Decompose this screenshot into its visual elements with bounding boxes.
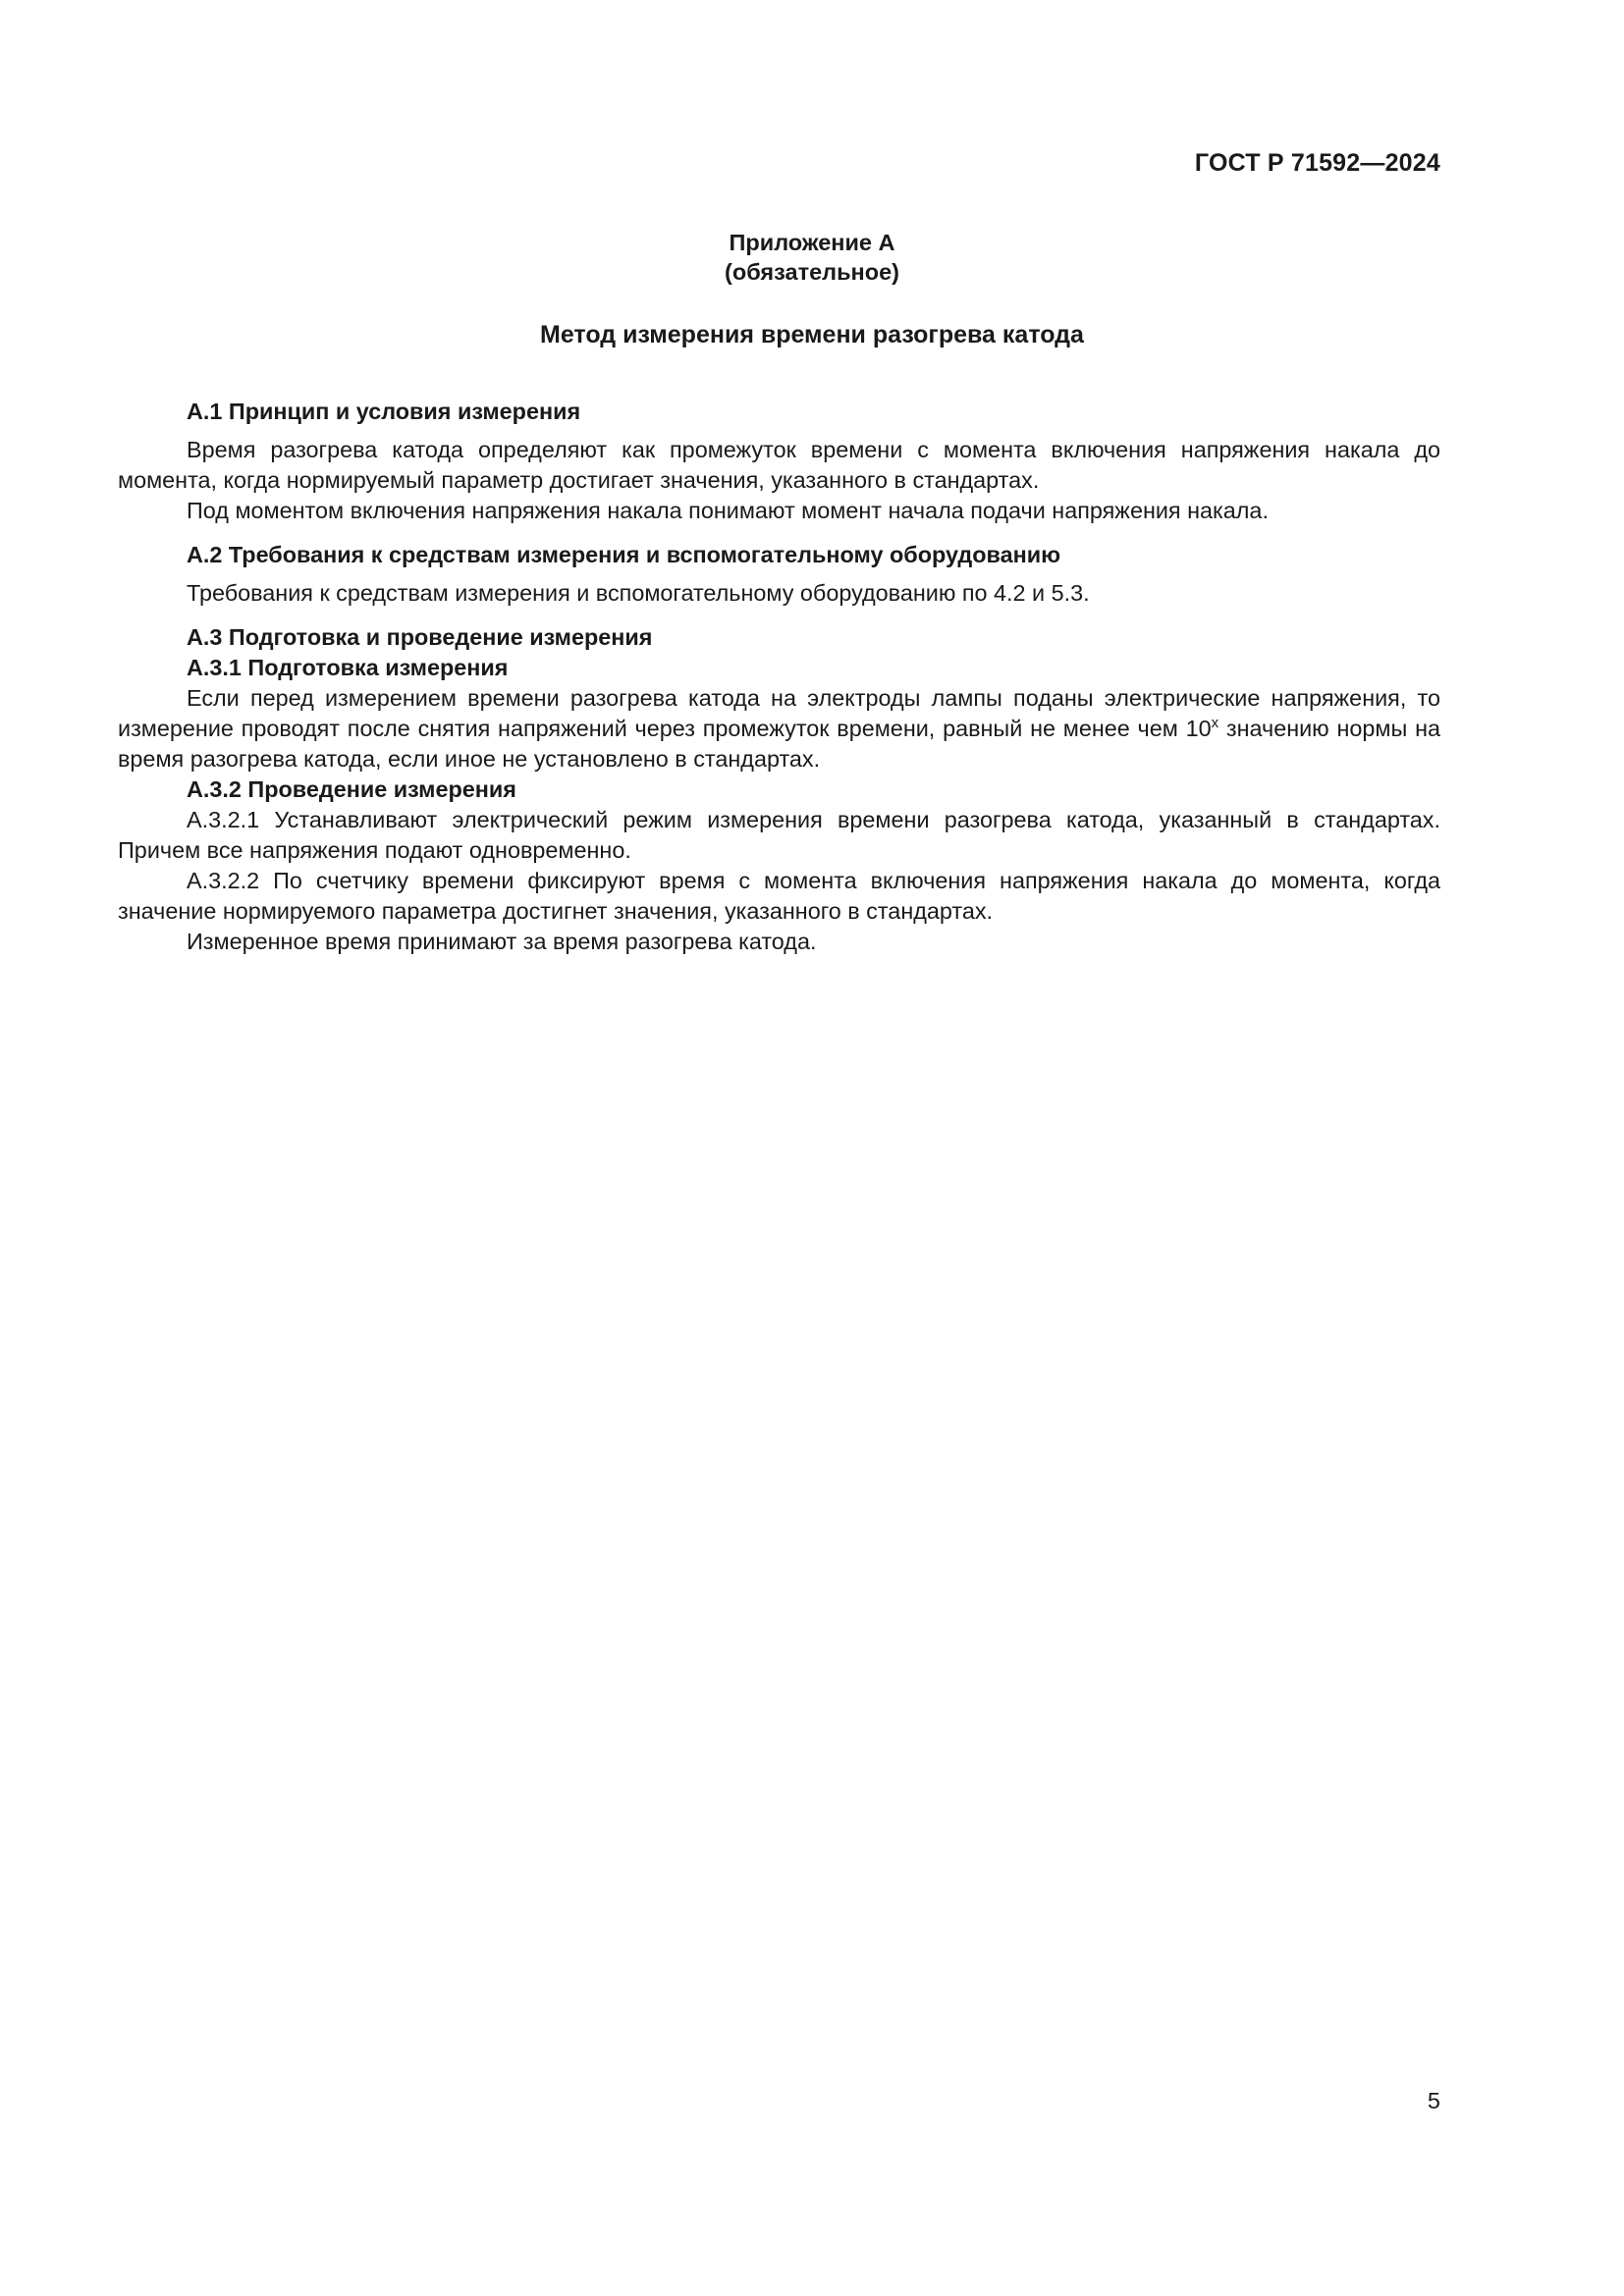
page-number: 5 xyxy=(1427,2088,1440,2113)
section-a32-paragraph-3: Измеренное время принимают за время разогрева катода. xyxy=(187,929,817,954)
a31-text-after: значению нормы на время разогрева катода, если иное не установлено в стандартах. xyxy=(118,716,1441,772)
section-a321-paragraph: А.3.2.1 Устанавливают электрический режим измерения времени разогрева катода, указанный в стандартах. Причем все напряжения подают одновременно. xyxy=(118,807,1440,863)
section-a32-heading: А.3.2 Проведение измерения xyxy=(187,776,516,802)
section-a322-paragraph: А.3.2.2 По счетчику времени фиксируют время с момента включения напряжения накала до момента, когда значение нормируемого параметра достигнет значения, указанного в стандартах. xyxy=(118,868,1440,924)
section-a1-heading: А.1 Принцип и условия измерения xyxy=(187,399,581,424)
document-body xyxy=(118,397,1440,957)
section-a2-paragraph-1: Требования к средствам измерения и вспомогательному оборудованию по 4.2 и 5.3. xyxy=(187,580,1090,606)
section-a31-heading: А.3.1 Подготовка измерения xyxy=(187,655,509,680)
appendix-label: Приложение А xyxy=(729,230,895,255)
section-a1-paragraph-2: Под моментом включения напряжения накала понимают момент начала подачи напряжения накала. xyxy=(187,498,1269,523)
a31-text-before: Если перед измерением времени разогрева катода на электроды лампы поданы электрические напряжения, то измерение проводят после снятия напряжений через промежуток времени, равный не менее чем 10 xyxy=(118,685,1440,741)
document-code: ГОСТ Р 71592—2024 xyxy=(1194,149,1440,177)
section-a3-heading: А.3 Подготовка и проведение измерения xyxy=(187,624,653,650)
section-a1-paragraph-1: Время разогрева катода определяют как промежуток времени с момента включения напряжения накала до момента, когда нормируемый параметр достигает значения, указанного в стандартах. xyxy=(118,437,1440,493)
appendix-heading xyxy=(0,228,1624,287)
section-a2-heading: А.2 Требования к средствам измерения и вспомогательному оборудованию xyxy=(187,542,1061,567)
section-a31-paragraph-1 xyxy=(118,683,1440,774)
a31-superscript: x xyxy=(1211,715,1219,731)
appendix-status: (обязательное) xyxy=(725,259,899,285)
appendix-title: Метод измерения времени разогрева катода xyxy=(540,321,1084,348)
